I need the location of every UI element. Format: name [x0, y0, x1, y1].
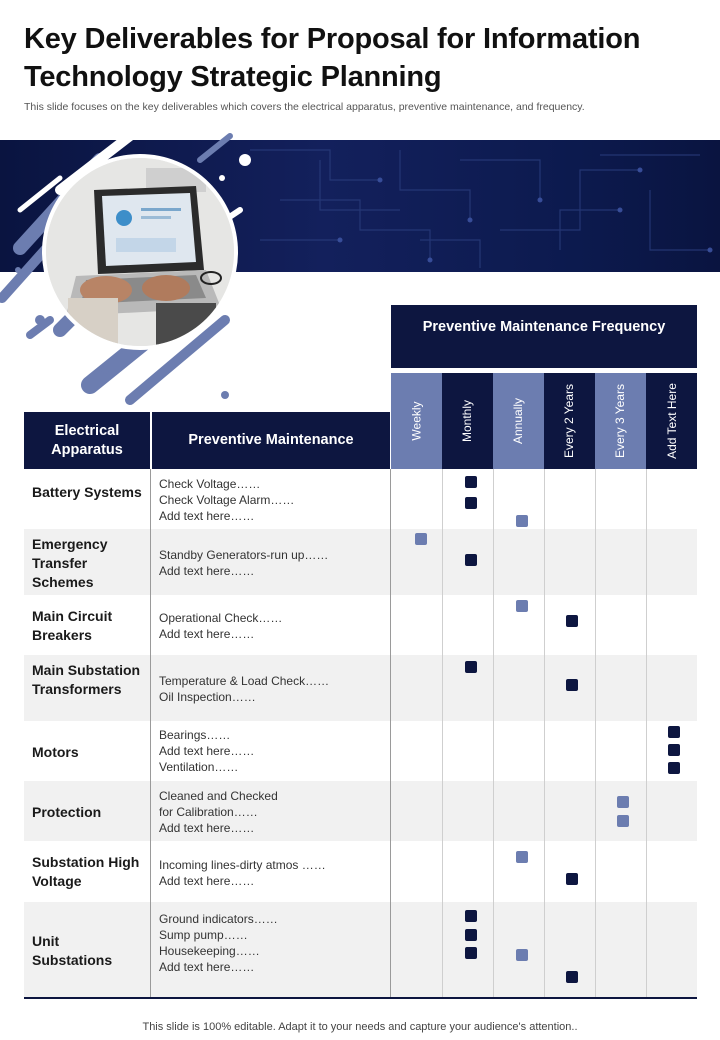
column-header-every-3-years: Every 3 Years — [595, 373, 646, 469]
maintenance-header: Preventive Maintenance — [152, 412, 390, 469]
maintenance-cell: Ground indicators…… Sump pump…… Housekeeping…… Add text here…… — [159, 912, 278, 974]
frequency-marker — [465, 910, 477, 922]
frequency-marker — [516, 600, 528, 612]
column-divider — [150, 469, 151, 998]
column-divider — [544, 469, 545, 998]
maintenance-cell: Cleaned and Checked for Calibration…… Add text here…… — [159, 789, 278, 835]
table-bottom-border — [24, 997, 697, 999]
frequency-marker — [566, 679, 578, 691]
frequency-marker — [465, 929, 477, 941]
apparatus-cell: Motors — [32, 744, 79, 760]
apparatus-cell: Battery Systems — [32, 484, 142, 500]
frequency-marker — [465, 476, 477, 488]
frequency-marker — [617, 815, 629, 827]
frequency-marker — [465, 947, 477, 959]
laptop-photo — [46, 158, 234, 346]
frequency-marker — [516, 949, 528, 961]
frequency-marker — [516, 515, 528, 527]
maintenance-cell: Operational Check…… Add text here…… — [159, 611, 283, 641]
column-header-weekly: Weekly — [391, 373, 442, 469]
page-title: Key Deliverables for Proposal for Information Technology Strategic Planning — [24, 23, 641, 93]
table-row-main-circuit-breakers — [24, 595, 697, 655]
column-divider — [493, 469, 494, 998]
maintenance-cell: Check Voltage…… Check Voltage Alarm…… Add text here…… — [159, 477, 295, 523]
apparatus-header: Electrical Apparatus — [24, 412, 150, 469]
frequency-marker — [566, 971, 578, 983]
frequency-marker — [617, 796, 629, 808]
frequency-marker — [566, 873, 578, 885]
table-row-main-substation-transformers — [24, 655, 697, 721]
column-header-add-text: Add Text Here — [646, 373, 697, 469]
maintenance-cell: Incoming lines-dirty atmos …… Add text here…… — [159, 858, 326, 888]
table-row-motors — [24, 721, 697, 781]
apparatus-cell: Protection — [32, 804, 102, 820]
maintenance-cell: Bearings…… Add text here…… Ventilation…… — [159, 728, 255, 774]
column-header-annually: Annually — [493, 373, 544, 469]
table-row-protection — [24, 781, 697, 841]
apparatus-cell: Main Substation Transformers — [32, 662, 141, 697]
laptop-image — [46, 158, 234, 346]
frequency-marker — [566, 615, 578, 627]
column-divider — [442, 469, 443, 998]
apparatus-cell: Emergency Transfer Schemes — [32, 536, 108, 590]
table-row-emergency-transfer — [24, 529, 697, 595]
footer-note: This slide is 100% editable. Adapt it to your needs and capture your audience's attention.. — [142, 1021, 578, 1033]
frequency-marker — [668, 762, 680, 774]
column-header-every-2-years: Every 2 Years — [544, 373, 595, 469]
frequency-marker — [465, 661, 477, 673]
frequency-marker — [465, 497, 477, 509]
table-row-substation-high-voltage — [24, 841, 697, 902]
frequency-header: Preventive Maintenance Frequency — [391, 305, 697, 368]
frequency-marker — [465, 554, 477, 566]
table-row-battery-systems — [24, 469, 697, 529]
column-header-monthly: Monthly — [442, 373, 493, 469]
frequency-marker — [668, 726, 680, 738]
column-divider — [390, 469, 391, 998]
frequency-marker — [668, 744, 680, 756]
maintenance-cell: Temperature & Load Check…… Oil Inspection…… — [159, 674, 330, 704]
apparatus-cell: Unit Substations — [32, 933, 113, 968]
table-row-unit-substations — [24, 902, 697, 998]
column-divider — [646, 469, 647, 998]
apparatus-cell: Substation High Voltage — [32, 854, 140, 889]
frequency-marker — [415, 533, 427, 545]
frequency-marker — [516, 851, 528, 863]
column-divider — [595, 469, 596, 998]
maintenance-cell: Standby Generators-run up…… Add text here…… — [159, 548, 329, 578]
page-subtitle: This slide focuses on the key deliverables which covers the electrical apparatus, preventive maintenance, and frequency. — [24, 101, 585, 113]
apparatus-cell: Main Circuit Breakers — [32, 608, 113, 643]
